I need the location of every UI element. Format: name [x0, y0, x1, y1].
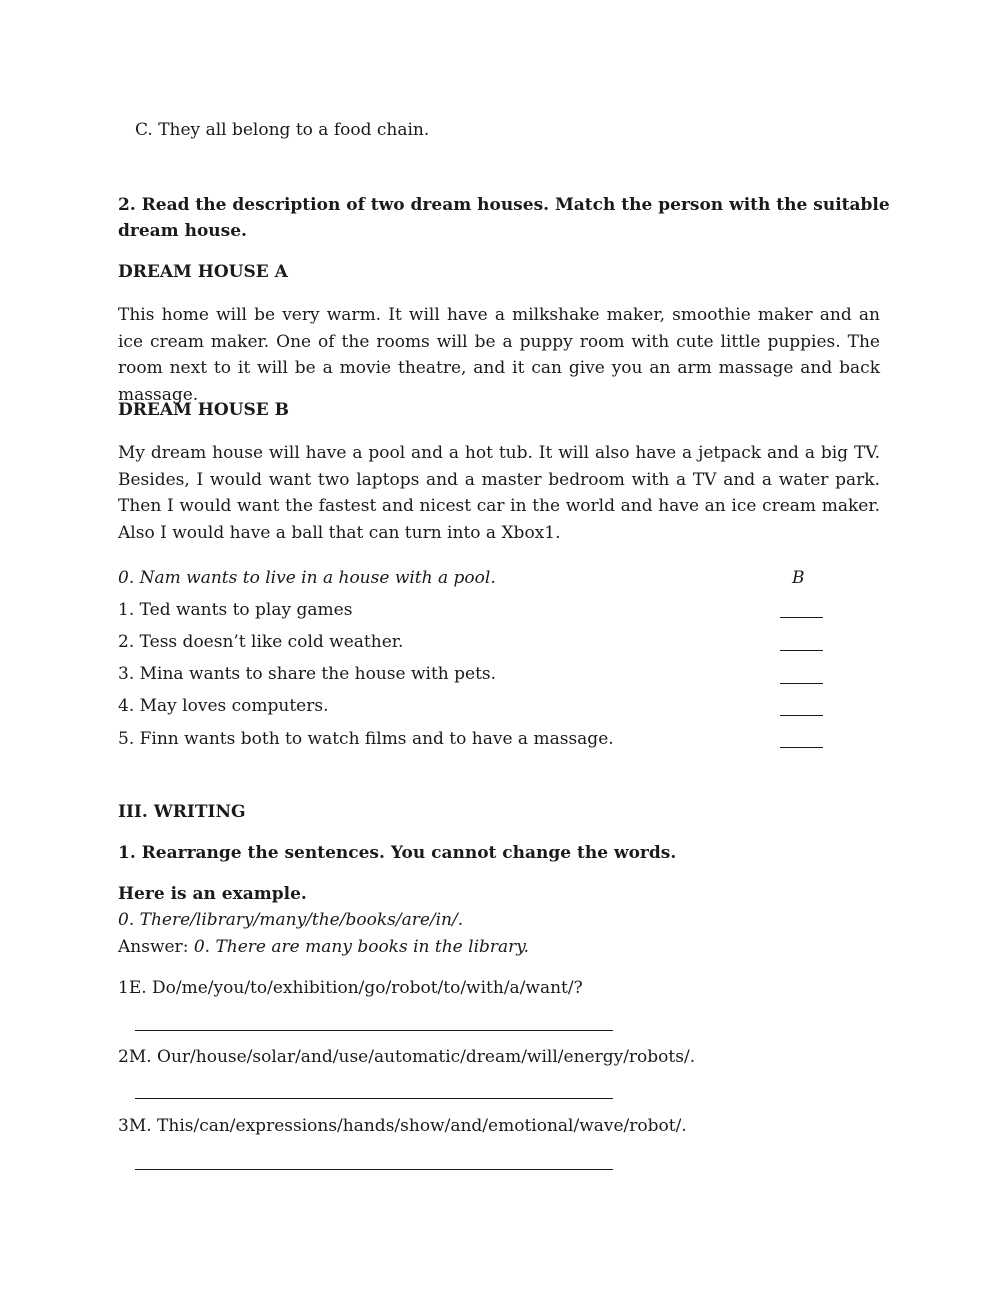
writing-task-title: 1. Rearrange the sentences. You cannot change the words. — [118, 843, 677, 863]
match-answer-blank-2[interactable] — [780, 650, 823, 651]
match-answer-blank-4[interactable] — [780, 715, 823, 716]
match-answer-blank-3[interactable] — [780, 683, 823, 684]
writing-answer-line-2[interactable] — [135, 1098, 613, 1099]
writing-question-1: 1E. Do/me/you/to/exhibition/go/robot/to/with/a/want/? — [118, 978, 583, 998]
match-item-2: 2. Tess doesn’t like cold weather. — [118, 632, 404, 652]
answer-label: Answer: — [118, 937, 189, 957]
writing-section-title: III. WRITING — [118, 802, 246, 822]
reading-task-heading-line1: 2. Read the description of two dream houses. Match the person with the suitable — [118, 195, 890, 215]
reading-task-heading-line2: dream house. — [118, 221, 247, 241]
example-heading: Here is an example. — [118, 884, 307, 904]
match-answer-blank-1[interactable] — [780, 617, 823, 618]
dream-house-b-text: My dream house will have a pool and a hot tub. It will also have a jetpack and a big TV. Besides, I would want two laptops and a master bedroom with a TV and a water park. Then I would want the fastest and nicest car in the world and have an ice cream maker. Also I would have a ball that can turn into a Xbox1. — [118, 443, 880, 543]
example-item: 0. Nam wants to live in a house with a pool. — [118, 568, 496, 588]
example-answer: B — [792, 568, 805, 588]
example-answer-text: 0. There are many books in the library. — [193, 937, 530, 957]
writing-question-3: 3M. This/can/expressions/hands/show/and/emotional/wave/robot/. — [118, 1116, 687, 1136]
match-item-3: 3. Mina wants to share the house with pets. — [118, 664, 497, 684]
match-item-5: 5. Finn wants both to watch films and to have a massage. — [118, 729, 614, 749]
match-answer-blank-5[interactable] — [780, 747, 823, 748]
match-item-4: 4. May loves computers. — [118, 696, 329, 716]
writing-answer-line-3[interactable] — [135, 1169, 613, 1170]
dream-house-a-text: This home will be very warm. It will have a milkshake maker, smoothie maker and an ice cream maker. One of the rooms will be a puppy room with cute little puppies. The room next to it will be a movie theatre, and it can give you an arm massage and back massage. — [118, 305, 880, 405]
example-answer-line — [118, 937, 529, 957]
dream-house-a-title: DREAM HOUSE A — [118, 262, 288, 282]
option-c: C. They all belong to a food chain. — [135, 120, 430, 140]
example-prompt: 0. There/library/many/the/books/are/in/. — [118, 910, 464, 930]
dream-house-b-title: DREAM HOUSE B — [118, 400, 289, 420]
writing-answer-line-1[interactable] — [135, 1030, 613, 1031]
match-item-1: 1. Ted wants to play games — [118, 600, 353, 620]
writing-question-2: 2M. Our/house/solar/and/use/automatic/dream/will/energy/robots/. — [118, 1047, 696, 1067]
